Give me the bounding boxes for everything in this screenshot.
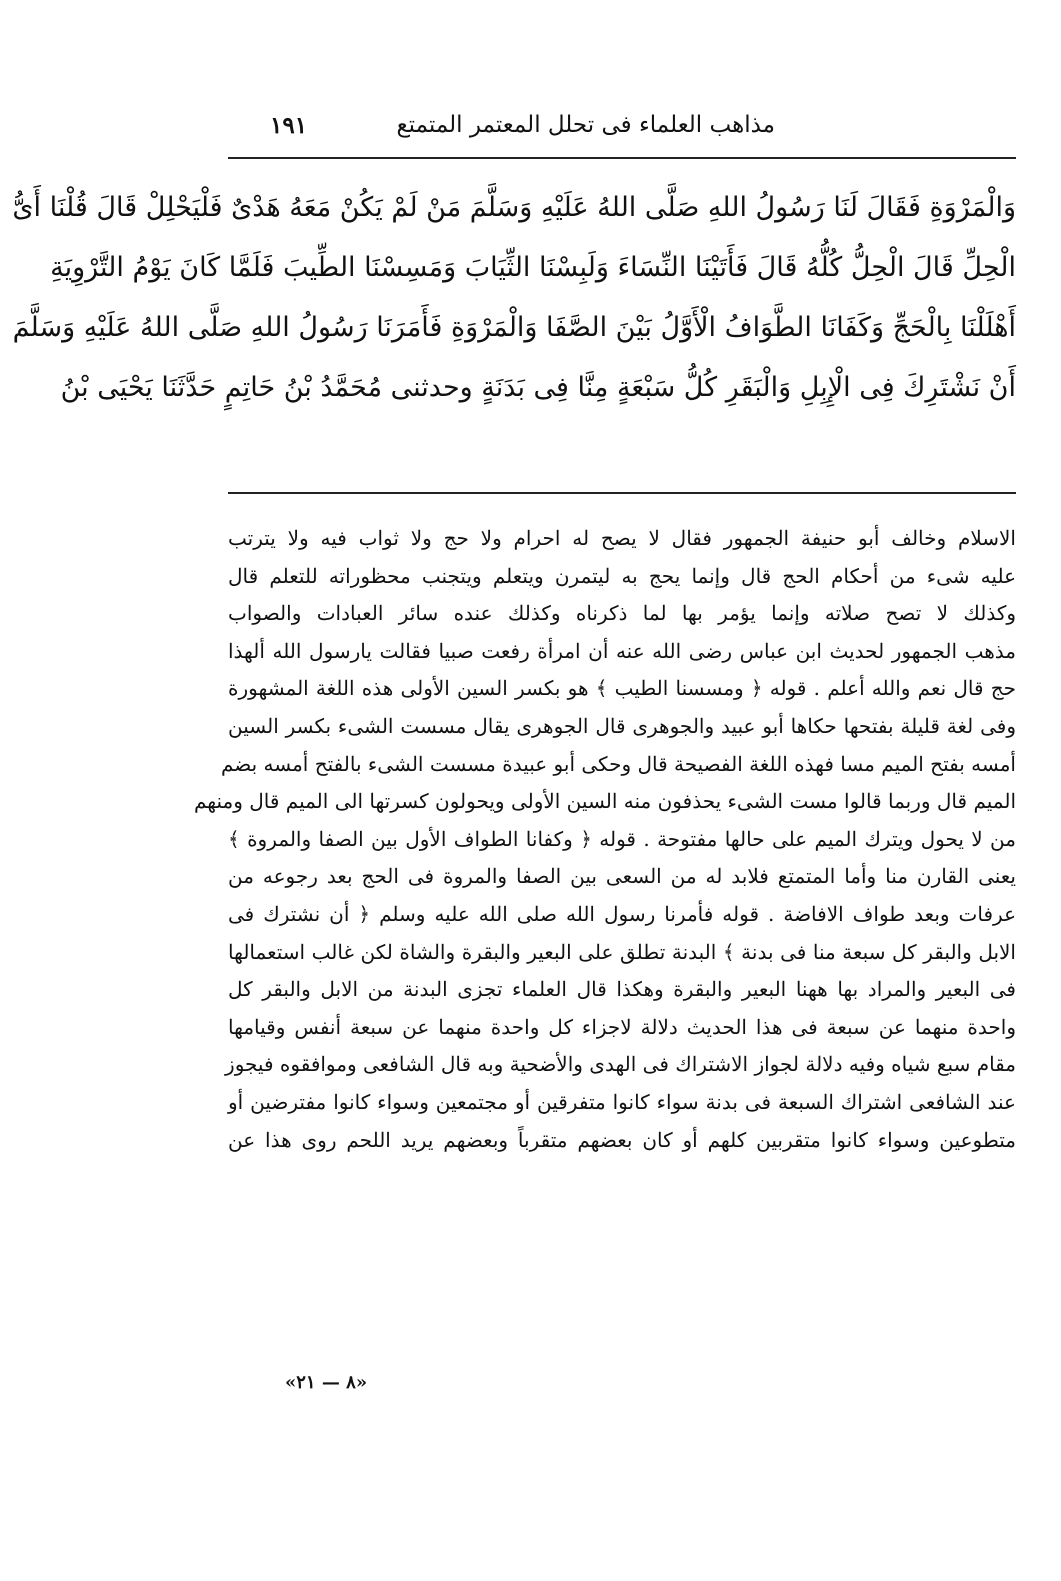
- commentary-line: عند الشافعى اشتراك السبعة فى بدنة سواء كانوا متفرقين أو مجتمعين وسواء كانوا مفترضين أو: [228, 1089, 1016, 1114]
- commentary-line: واحدة منهما عن سبعة فى هذا الحديث دلالة لاجزاء كل واحدة منهما عن سبعة أنفس وقيامها: [228, 1014, 1016, 1039]
- header-rule: [228, 157, 1016, 159]
- commentary-line: فى البعير والمراد بها ههنا البعير والبقرة وهكذا قال العلماء تجزى البدنة من الابل والبقر كل: [228, 977, 1016, 1002]
- commentary-line: عرفات وبعد طواف الافاضة . قوله فأمرنا رسول الله صلى الله عليه وسلم ﴿ أن نشترك فى: [228, 901, 1016, 926]
- commentary-line: مقام سبع شياه وفيه دلالة لجواز الاشتراك فى الهدى والأضحية وبه قال الشافعى وموافقوه فيجوز: [225, 1052, 1016, 1077]
- hadith-line: أَنْ نَشْتَرِكَ فِى الْإِبِلِ وَالْبَقَرِ كُلُّ سَبْعَةٍ مِنَّا فِى بَدَنَةٍ وحدثنى مُحَمَّدُ بْنُ حَاتِمٍ حَدَّثَنَا يَحْيَى بْنُ: [60, 372, 1016, 403]
- commentary-line: يعنى القارن منا وأما المتمتع فلابد له من السعى بين الصفا والمروة فى الحج بعد رجوعه من: [228, 864, 1016, 889]
- commentary-line: متطوعين وسواء كانوا متقربين كلهم أو كان بعضهم متقرباً وبعضهم يريد اللحم روى هذا عن: [228, 1127, 1016, 1152]
- commentary-line: حج قال نعم والله أعلم . قوله ﴿ ومسسنا الطيب ﴾ هو بكسر السين الأولى هذه اللغة المشهورة: [228, 676, 1016, 701]
- hadith-text: [12, 178, 1016, 418]
- commentary-line: عليه شىء من أحكام الحج قال وإنما يحج به ليتمرن ويتعلم ويتجنب محظوراته للتعلم قال: [228, 563, 1016, 588]
- hadith-line: وَالْمَرْوَةِ فَقَالَ لَنَا رَسُولُ اللهِ صَلَّى اللهُ عَلَيْهِ وَسَلَّمَ مَنْ لَمْ يَكُنْ مَعَهُ هَدْىٌ فَلْيَحْلِلْ قَالَ قُلْنَا أَىُّ: [12, 192, 1016, 223]
- hadith-line: الْحِلِّ قَالَ الْحِلُّ كُلُّهُ قَالَ فَأَتَيْنَا النِّسَاءَ وَلَبِسْنَا الثِّيَابَ وَمَسِسْنَا الطِّيبَ فَلَمَّا كَانَ يَوْمُ التَّرْوِيَةِ: [50, 252, 1016, 283]
- commentary-line: الابل والبقر كل سبعة منا فى بدنة ﴾ البدنة تطلق على البعير والبقرة والشاة لكن غالب استعمالها: [228, 939, 1016, 964]
- signature-mark: «٨ — ٢١»: [285, 1372, 368, 1393]
- commentary-line: أمسه بفتح الميم مسا فهذه اللغة الفصيحة قال وحكى أبو عبيدة مسست الشىء بالفتح أمسه بضم: [220, 751, 1016, 776]
- page-number: ١٩١: [270, 112, 308, 139]
- running-title: مذاهب العلماء فى تحلل المعتمر المتمتع: [396, 112, 775, 138]
- commentary-line: وكذلك لا تصح صلاته وإنما يؤمر بها لما ذكرناه وكذلك عنده سائر العبادات والصواب: [228, 601, 1016, 626]
- commentary-text: [193, 520, 1016, 1159]
- section-rule: [228, 492, 1016, 494]
- running-header: [230, 108, 1015, 148]
- commentary-line: مذهب الجمهور لحديث ابن عباس رضى الله عنه أن امرأة رفعت صبيا فقالت يارسول الله ألهذا: [228, 638, 1016, 663]
- commentary-line: الميم قال وربما قالوا مست الشىء يحذفون منه السين الأولى ويحولون كسرتها الى الميم قال ومنهم: [193, 789, 1016, 814]
- commentary-line: من لا يحول ويترك الميم على حالها مفتوحة . قوله ﴿ وكفانا الطواف الأول بين الصفا والمروة ﴾: [228, 826, 1016, 851]
- hadith-line: أَهْلَلْنَا بِالْحَجِّ وَكَفَانَا الطَّوَافُ الْأَوَّلُ بَيْنَ الصَّفَا وَالْمَرْوَةِ فَأَمَرَنَا رَسُولُ اللهِ صَلَّى اللهُ عَلَيْهِ وَسَلَّمَ: [12, 312, 1016, 343]
- commentary-line: وفى لغة قليلة بفتحها حكاها أبو عبيد والجوهرى قال الجوهرى يقال مسست الشىء بكسر السين: [228, 713, 1016, 738]
- commentary-line: الاسلام وخالف أبو حنيفة الجمهور فقال لا يصح له احرام ولا حج ولا ثواب فيه ولا يترتب: [228, 526, 1016, 550]
